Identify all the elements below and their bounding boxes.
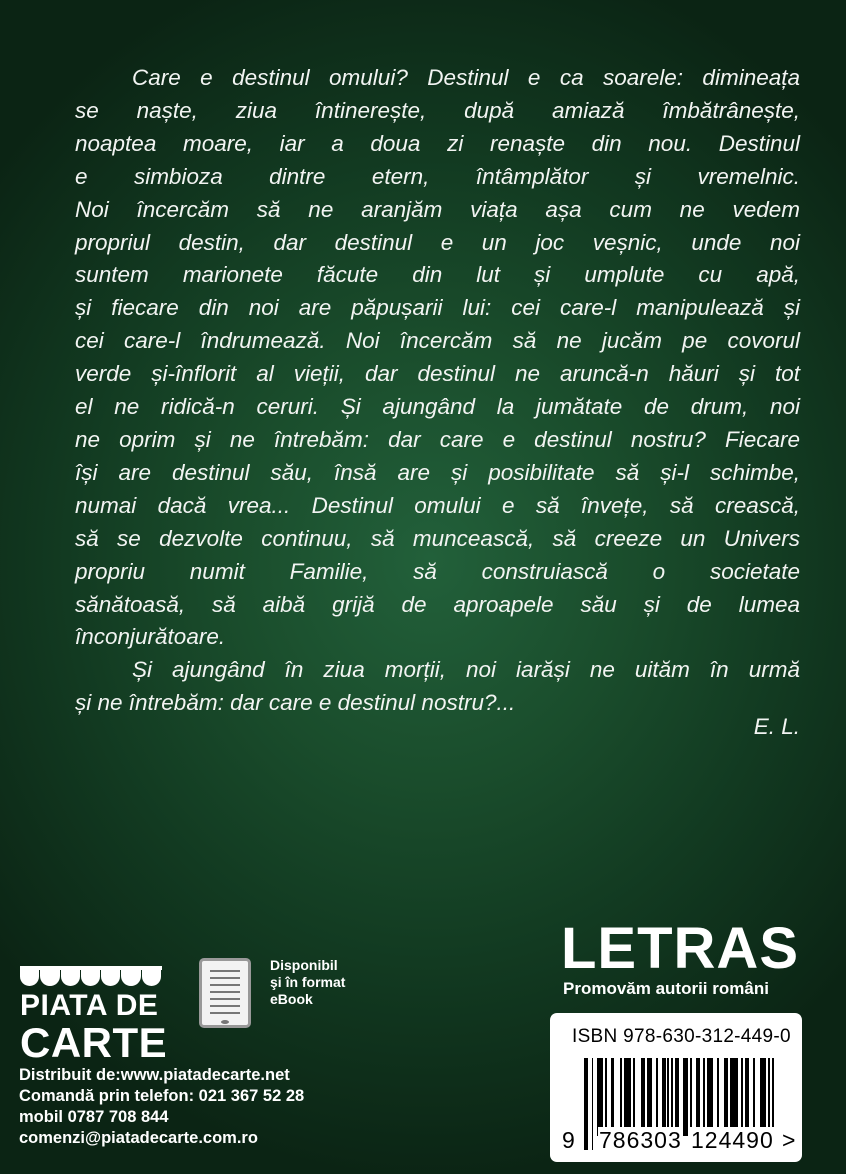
barcode-bar bbox=[730, 1058, 738, 1136]
text-line: își are destinul său, însă are și posibilitate să și-l schimbe, bbox=[75, 459, 800, 485]
barcode-bar bbox=[647, 1058, 653, 1136]
barcode-digits-right: 124490 bbox=[691, 1127, 774, 1153]
text-line: se naște, ziua întinerește, după amiază îmbătrânește, bbox=[75, 97, 800, 123]
ebook-line: şi în format bbox=[270, 974, 346, 990]
ebook-line: eBook bbox=[270, 991, 313, 1007]
barcode-bar bbox=[584, 1058, 588, 1150]
signature: E. L. bbox=[753, 714, 800, 739]
barcode-bar bbox=[611, 1058, 615, 1136]
barcode-bar bbox=[760, 1058, 766, 1136]
back-cover-text bbox=[75, 62, 800, 720]
ebook-line: Disponibil bbox=[270, 957, 338, 973]
text-line: ne oprim și ne întrebăm: dar care e destinul nostru? Fiecare bbox=[75, 426, 800, 452]
contact-info bbox=[19, 1065, 304, 1149]
text-line: înconjurătoare. bbox=[75, 624, 226, 650]
text-line: propriul destin, dar destinul e un joc veșnic, unde noi bbox=[75, 229, 800, 255]
email-line: comenzi@piatadecarte.com.ro bbox=[19, 1129, 258, 1147]
text-line: cei care-l îndrumează. Noi încercăm să ne jucăm pe covorul bbox=[75, 328, 800, 354]
barcode-digit-first: 9 bbox=[562, 1127, 575, 1153]
phone-line: Comandă prin telefon: 021 367 52 28 bbox=[19, 1087, 305, 1105]
barcode-bar bbox=[745, 1058, 749, 1136]
text-line: și fiecare din noi are păpușarii lui: cei care-l manipulează și bbox=[75, 295, 800, 321]
barcode-bar bbox=[656, 1058, 658, 1136]
barcode-bar bbox=[592, 1058, 594, 1150]
barcode-bar bbox=[633, 1058, 635, 1136]
text-line: și ne întrebăm: dar care e destinul nostru?... bbox=[75, 690, 516, 716]
barcode-bar bbox=[624, 1058, 632, 1136]
isbn-barcode-box bbox=[550, 1013, 802, 1162]
barcode-bar bbox=[683, 1058, 689, 1136]
text-line: propriu numit Familie, să construiască o societate bbox=[75, 558, 800, 584]
barcode-bar bbox=[741, 1058, 743, 1136]
logo-line2: CARTE bbox=[20, 1019, 168, 1066]
barcode-end-mark: > bbox=[782, 1127, 796, 1153]
barcode-bar bbox=[675, 1058, 679, 1136]
imprint-tagline: Promovăm autorii români bbox=[563, 979, 769, 998]
barcode-bar bbox=[690, 1058, 692, 1136]
barcode-bar bbox=[605, 1058, 607, 1136]
ebook-reader-icon bbox=[199, 958, 251, 1028]
text-line: verde și-înflorit al vieții, dar destinul ne aruncă-n hăuri și tot bbox=[75, 361, 800, 387]
barcode-bar bbox=[724, 1058, 728, 1136]
mobile-line: mobil 0787 708 844 bbox=[19, 1108, 169, 1126]
piata-de-carte-logo bbox=[20, 966, 168, 1066]
barcode-bar bbox=[707, 1058, 713, 1136]
imprint-logo: LETRAS bbox=[561, 916, 799, 981]
barcode-bar bbox=[703, 1058, 705, 1136]
text-line: e simbioza dintre etern, întâmplător și vremelnic. bbox=[75, 163, 800, 189]
awning-scallops bbox=[20, 970, 162, 986]
text-line: să se dezvolte continuu, să muncească, să creeze un Univers bbox=[75, 525, 800, 551]
barcode-bar bbox=[753, 1058, 755, 1136]
text-line: el ne ridică-n ceruri. Și ajungând la jumătate de drum, noi bbox=[75, 394, 800, 420]
text-line: Care e destinul omului? Destinul e ca soarele: dimineața bbox=[132, 65, 800, 90]
barcode-bar bbox=[620, 1058, 622, 1136]
text-line: Noi încercăm să ne aranjăm viața așa cum ne vedem bbox=[75, 196, 800, 222]
barcode-bar bbox=[597, 1058, 603, 1136]
logo-line1: PIATA DE bbox=[20, 989, 159, 1022]
barcode-bar bbox=[696, 1058, 700, 1136]
text-line: sănătoasă, să aibă grijă de aproapele său și de lumea bbox=[75, 591, 800, 617]
isbn-label: ISBN 978-630-312-449-0 bbox=[572, 1026, 791, 1047]
ebook-availability bbox=[270, 957, 345, 1008]
distributor-line: Distribuit de:www.piatadecarte.net bbox=[19, 1066, 290, 1084]
text-line: Și ajungând în ziua morții, noi iarăși ne uităm în urmă bbox=[132, 657, 800, 683]
text-line: noaptea moare, iar a doua zi renaște din nou. Destinul bbox=[75, 130, 800, 156]
barcode-bar bbox=[662, 1058, 666, 1136]
text-line: suntem marionete făcute din lut și umplute cu apă, bbox=[75, 262, 800, 288]
barcode-bar bbox=[717, 1058, 719, 1136]
text-line: numai dacă vrea... Destinul omului e să învețe, să crească, bbox=[75, 492, 800, 518]
barcode-digits-left: 786303 bbox=[599, 1127, 682, 1153]
barcode-bar bbox=[641, 1058, 645, 1136]
